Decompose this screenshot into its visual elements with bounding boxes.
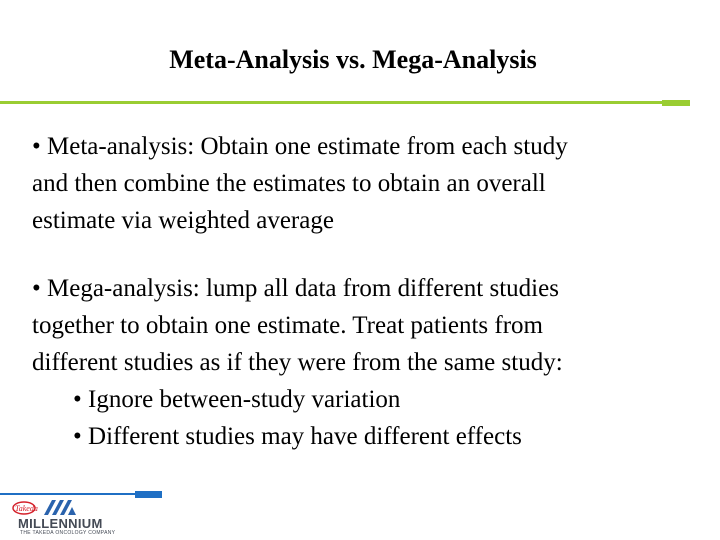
bullet-list [32,128,692,455]
company-tagline: THE TAKEDA ONCOLOGY COMPANY [20,530,116,536]
bullet-line [32,128,692,165]
bullet-text: Meta-analysis: Obtain one estimate from each study [47,133,568,160]
bullet-dot-icon: • [73,386,82,413]
bullet-line: and then combine the estimates to obtain an overall [32,170,546,197]
company-logo [12,497,124,539]
sub-bullet-text: Ignore between-study variation [88,386,401,413]
millennium-m-icon [44,500,76,515]
bullet-text: Mega-analysis: lump all data from different studies [47,275,559,302]
title-underline-accent [662,100,690,106]
svg-text:Takeda: Takeda [15,504,38,513]
bullet-line: together to obtain one estimate. Treat patients from [32,312,543,339]
sub-bullet [73,381,692,418]
bullet-dot-icon: • [73,423,82,450]
takeda-wordmark-icon [13,502,38,514]
footer-rule-accent [135,491,162,498]
bullet-meta-analysis [32,128,692,239]
bullet-line: different studies as if they were from the same study: [32,349,563,376]
sub-bullet [73,418,692,455]
takeda-millennium-logo-mark [12,497,124,517]
sub-bullet-text: Different studies may have different effects [88,423,522,450]
slide-title: Meta-Analysis vs. Mega-Analysis [169,45,537,74]
bullet-line: estimate via weighted average [32,207,334,234]
bullet-dot-icon: • [32,133,41,160]
bullet-dot-icon: • [32,275,41,302]
bullet-line [32,270,692,307]
title-underline [0,101,662,104]
company-name: MILLENNIUM [18,516,103,531]
footer-rule [0,493,135,495]
bullet-mega-analysis [32,270,692,455]
